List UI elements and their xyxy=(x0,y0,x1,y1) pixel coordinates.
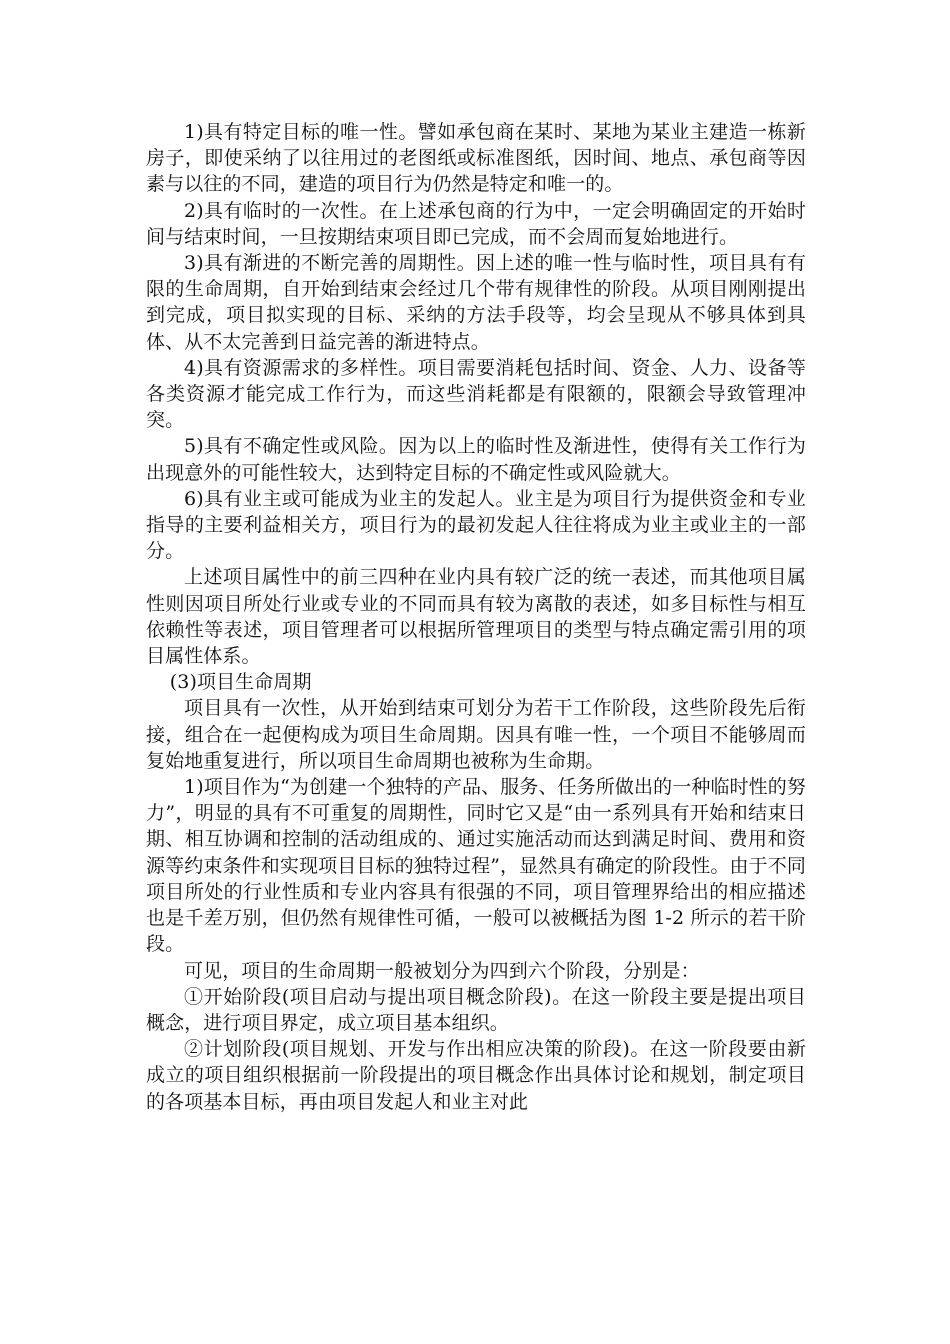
paragraph-attributes-summary: 上述项目属性中的前三四种在业内具有较广泛的统一表述，而其他项目属性则因项目所处行业或专业的不同而具有较为离散的表述，如多目标性与相互依赖性等表述，项目管理者可以根据所管理项目的类型与特点确定需引用的项目属性体系。 xyxy=(146,566,806,668)
section-heading: (3)项目生命周期 xyxy=(169,671,312,694)
paragraph-lifecycle-1: 1)项目作为“为创建一个独特的产品、服务、任务所做出的一种临时性的努力”，明显的具有不可重复的周期性，同时它又是“由一系列具有开始和结束日期、相互协调和控制的活动组成的、通过实施活动而达到满足时间、费用和资源等约束条件和实现项目目标的独特过程”，显然具有确定的阶段性。由于不同项目所处的行业性质和专业内容具有很强的不同，项目管理界给出的相应描述也是千差万别，但仍然有规律性可循，一般可以被概括为图 1-2 所示的若干阶段。 xyxy=(146,776,806,956)
paragraph-attribute-2: 2)具有临时的一次性。在上述承包商的行为中，一定会明确固定的开始时间与结束时间，一旦按期结束项目即已完成，而不会周而复始地进行。 xyxy=(146,199,806,248)
document-page xyxy=(146,119,806,1115)
paragraph-attribute-6: 6)具有业主或可能成为业主的发起人。业主是为项目行为提供资金和专业指导的主要利益相关方，项目行为的最初发起人往往将成为业主或业主的一部分。 xyxy=(146,487,806,563)
paragraph-attribute-1: 1)具有特定目标的唯一性。譬如承包商在某时、某地为某业主建造一栋新房子，即使采纳了以往用过的老图纸或标准图纸，因时间、地点、承包商等因素与以往的不同，建造的项目行为仍然是特定和唯一的。 xyxy=(146,121,806,196)
paragraph-lifecycle-intro: 项目具有一次性，从开始到结束可划分为若干工作阶段，这些阶段先后衔接，组合在一起便构成为项目生命周期。因具有唯一性，一个项目不能够周而复始地重复进行，所以项目生命周期也被称为生命期。 xyxy=(146,697,806,772)
paragraph-phase-plan: ②计划阶段(项目规划、开发与作出相应决策的阶段)。在这一阶段要由新成立的项目组织根据前一阶段提出的项目概念作出具体讨论和规划，制定项目的各项基本目标，再由项目发起人和业主对此 xyxy=(146,1038,806,1113)
paragraph-phase-start: ①开始阶段(项目启动与提出项目概念阶段)。在这一阶段主要是提出项目概念，进行项目界定，成立项目基本组织。 xyxy=(146,985,806,1034)
paragraph-attribute-5: 5)具有不确定性或风险。因为以上的临时性及渐进性，使得有关工作行为出现意外的可能性较大，达到特定目标的不确定性或风险就大。 xyxy=(146,435,806,484)
paragraph-attribute-3: 3)具有渐进的不断完善的周期性。因上述的唯一性与临时性，项目具有有限的生命周期，自开始到结束会经过几个带有规律性的阶段。从项目刚刚提出到完成，项目拟实现的目标、采纳的方法手段等，均会呈现从不够具体到具体、从不太完善到日益完善的渐进特点。 xyxy=(146,252,806,353)
paragraph-lifecycle-phases: 可见，项目的生命周期一般被划分为四到六个阶段，分别是： xyxy=(184,959,700,982)
paragraph-attribute-4: 4)具有资源需求的多样性。项目需要消耗包括时间、资金、人力、设备等各类资源才能完成工作行为，而这些消耗都是有限额的，限额会导致管理冲突。 xyxy=(146,356,806,432)
